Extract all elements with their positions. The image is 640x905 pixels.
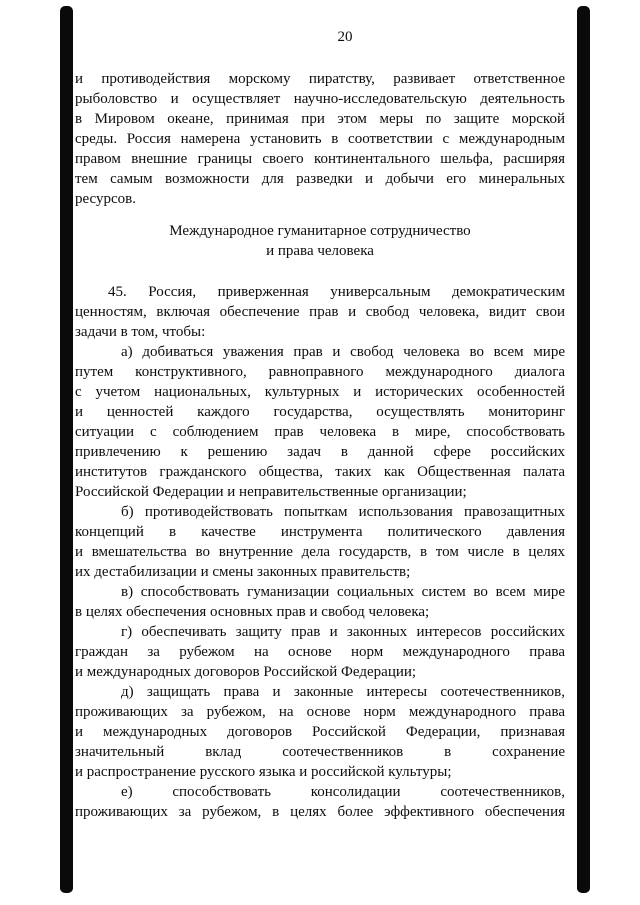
text-line: е) способствовать консолидации соотечественников, [121,784,565,800]
text-line: значительный вклад соотечественников в сохранение [75,744,565,760]
text-line: в целях обеспечения основных прав и свобод человека; [75,604,430,620]
paragraph [75,282,565,342]
text-line: и противодействия морскому пиратству, развивает ответственное [75,71,565,87]
text-line: проживающих за рубежом, в целях более эффективного обеспечения [75,804,565,820]
text-line: правом внешние границы своего континентального шельфа, расширяя [75,151,565,167]
text-line: ценностям, включая обеспечение прав и свобод человека, видит свои [75,304,565,320]
text-line: и ценностей каждого государства, осуществлять мониторинг [75,404,565,420]
text-line: привлечению к решению задач в данной сфере российских [75,444,565,460]
text-line: д) защищать права и законные интересы соотечественников, [121,684,565,700]
text-line: тем самым возможности для разведки и добычи его минеральных [75,171,565,187]
section-heading [75,221,565,261]
scan-artifact-right-bar [577,6,590,893]
text-line: и права человека [266,243,374,259]
text-line: проживающих за рубежом, на основе норм международного права [75,704,565,720]
page-text [75,69,565,822]
text-line: в) способствовать гуманизации социальных систем во всем мире [121,584,565,600]
text-line: среды. Россия намерена установить в соответствии с международным [75,131,565,147]
text-line: ситуации с соблюдением прав человека в мире, способствовать [75,424,565,440]
scan-artifact-left-bar [60,6,73,893]
text-line: 45. Россия, приверженная универсальным демократическим [108,284,565,300]
text-line: б) противодействовать попыткам использования правозащитных [121,504,565,520]
paragraph [75,622,565,682]
text-line: г) обеспечивать защиту прав и законных интересов российских [121,624,565,640]
text-line: и международных договоров Российской Федерации; [75,664,417,680]
text-line: институтов гражданского общества, таких как Общественная палата [75,464,565,480]
text-line: задачи в том, чтобы: [75,324,206,340]
text-line: и международных договоров Российской Федерации, признавая [75,724,565,740]
text-line: их дестабилизации и смены законных правительств; [75,564,411,580]
paragraph [75,502,565,582]
text-line: концепций в качестве инструмента политического давления [75,524,565,540]
text-line: Международное гуманитарное сотрудничество [169,223,471,239]
paragraph [75,782,565,822]
text-line: с учетом национальных, культурных и исторических особенностей [75,384,565,400]
text-line: в Мировом океане, принимая при этом меры по защите морской [75,111,565,127]
text-line: а) добиваться уважения прав и свобод человека во всем мире [121,344,565,360]
paragraph [75,682,565,782]
text-line: ресурсов. [75,191,136,207]
text-line: и вмешательства во внутренние дела государств, в том числе в целях [75,544,565,560]
paragraph [75,582,565,622]
text-line: и распространение русского языка и российской культуры; [75,764,452,780]
page-number: 20 [337,29,353,45]
text-line: Российской Федерации и неправительственные организации; [75,484,467,500]
paragraph [75,342,565,502]
text-line: путем конструктивного, равноправного международного диалога [75,364,565,380]
paragraph [75,69,565,209]
text-line: граждан за рубежом на основе норм международного права [75,644,565,660]
text-line: рыболовство и осуществляет научно-исследовательскую деятельность [75,91,565,107]
